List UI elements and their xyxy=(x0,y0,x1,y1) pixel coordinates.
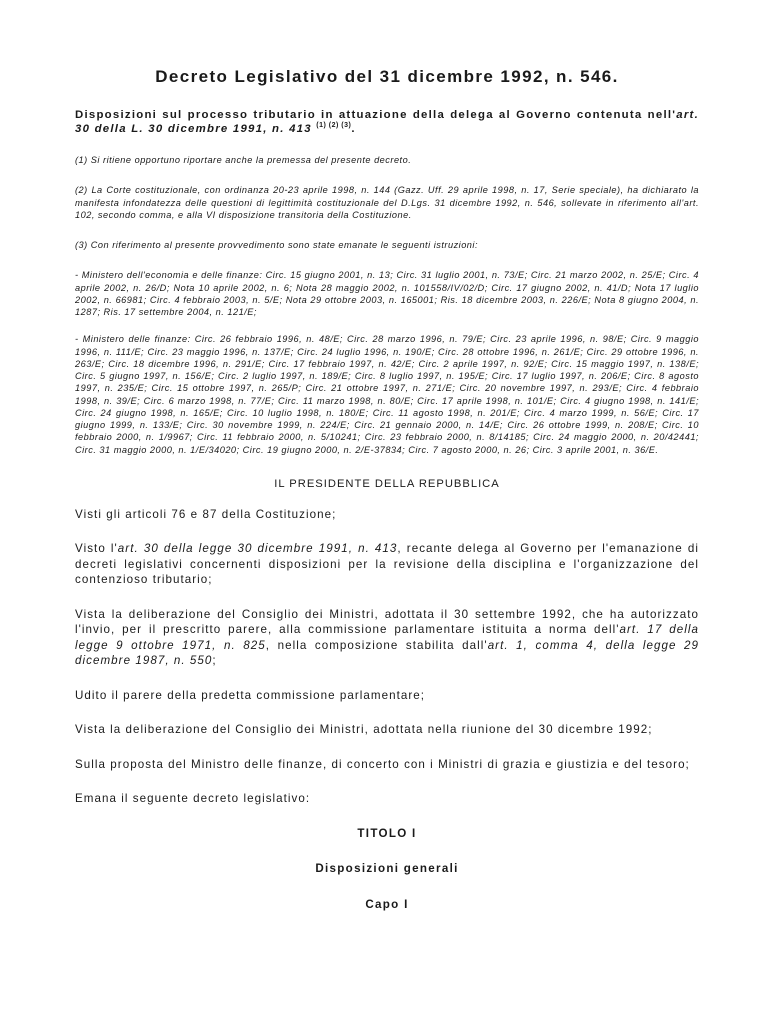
titolo-heading: TITOLO I xyxy=(357,826,417,840)
paragraph-visto-text: Visto l' xyxy=(75,542,118,556)
paragraph-proposta: Sulla proposta del Ministro delle finanze, di concerto con i Ministri di grazia e giustizia e del tesoro; xyxy=(75,757,690,771)
document-subtitle xyxy=(75,108,699,136)
paragraph-visto-text-2: , recante delega al Governo per l'emanazione di decreti legislativi concernenti disposizioni per la revisione della disciplina e l'organizzazione del contenzioso tributario; xyxy=(75,542,699,587)
law-reference-link: art. 30 della legge 30 dicembre 1991, n. 413 xyxy=(117,542,398,556)
president-heading: IL PRESIDENTE DELLA REPUBBLICA xyxy=(274,477,500,490)
capo-heading: Capo I xyxy=(365,897,409,911)
subtitle-law-reference: art. 30 della L. 30 dicembre 1991, n. 413 xyxy=(75,109,699,135)
instructions-economia: - Ministero dell'economia e delle finanze: Circ. 15 giugno 2001, n. 13; Circ. 31 luglio 2001, n. 73/E; Circ. 21 marzo 2002, n. 25/E; Circ. 4 aprile 2002, n. 26/D; Nota 10 aprile 2002, n. 6; Nota 28 maggio 2002, n. 101558/IV/02/D; Circ. 17 giugno 2002, n. 41/D; Nota 17 luglio 2002, n. 66981; Circ. 4 febbraio 2003, n. 5/E; Nota 29 ottobre 2003, n. 165001; Ris. 18 dicembre 2003, n. 226/E; Nota 8 giugno 2004, n. 1287; Ris. 17 settembre 2004, n. 121/E; xyxy=(75,270,699,317)
document-page xyxy=(75,66,699,912)
paragraph-deliberazione-text: Vista la deliberazione del Consiglio dei Ministri, adottata il 30 settembre 1992, che ha autorizzato l'invio, per il prescritto parere, alla commissione parlamentare istituita a norma dell' xyxy=(75,607,699,637)
paragraph-deliberazione xyxy=(75,607,699,669)
document-title: Decreto Legislativo del 31 dicembre 1992, n. 546. xyxy=(155,67,619,86)
paragraph-emana: Emana il seguente decreto legislativo: xyxy=(75,792,311,806)
footnote-2: (2) La Corte costituzionale, con ordinanza 20-23 aprile 1998, n. 144 (Gazz. Uff. 29 aprile 1998, n. 17, Serie speciale), ha dichiarato la manifesta infondatezza delle questioni di legittimità costituzionale del D.Lgs. 31 dicembre 1992, n. 546, sollevate in riferimento all'art. 102, secondo comma, e alla VI disposizione transitoria della Costituzione. xyxy=(75,185,699,220)
subtitle-text: Disposizioni sul processo tributario in attuazione della delega al Governo contenuta nell' xyxy=(75,109,677,121)
footnote-markers: (1) (2) (3) xyxy=(316,122,352,129)
paragraph-visto xyxy=(75,541,699,588)
titolo-name: Disposizioni generali xyxy=(315,861,459,875)
footnote-1: (1) Si ritiene opportuno riportare anche la premessa del presente decreto. xyxy=(75,155,412,165)
instructions-finanze: - Ministero delle finanze: Circ. 26 febbraio 1996, n. 48/E; Circ. 28 marzo 1996, n. 79/E; Circ. 23 aprile 1996, n. 98/E; Circ. 9 maggio 1996, n. 111/E; Circ. 23 maggio 1996, n. 137/E; Circ. 24 luglio 1996, n. 190/E; Circ. 28 ottobre 1996, n. 261/E; Circ. 29 ottobre 1996, n. 263/E; Circ. 18 dicembre 1996, n. 291/E; Circ. 17 febbraio 1997, n. 42/E; Circ. 2 aprile 1997, n. 92/E; Circ. 15 maggio 1997, n. 138/E; Circ. 5 giugno 1997, n. 156/E; Circ. 2 luglio 1997, n. 189/E; Circ. 8 luglio 1997, n. 195/E; Circ. 17 luglio 1997, n. 206/E; Circ. 8 agosto 1997, n. 235/E; Circ. 15 ottobre 1997, n. 265/P; Circ. 21 ottobre 1997, n. 271/E; Circ. 20 novembre 1997, n. 293/E; Circ. 4 febbraio 1998, n. 39/E; Circ. 6 marzo 1998, n. 77/E; Circ. 11 marzo 1998, n. 80/E; Circ. 17 aprile 1998, n. 101/E; Circ. 4 giugno 1998, n. 141/E; Circ. 24 giugno 1998, n. 165/E; Circ. 10 luglio 1998, n. 180/E; Circ. 11 agosto 1998, n. 201/E; Circ. 4 marzo 1999, n. 56/E; Circ. 17 giugno 1999, n. 133/E; Circ. 30 novembre 1999, n. 224/E; Circ. 21 gennaio 2000, n. 14/E; Circ. 26 ottobre 1999, n. 208/E; Circ. 10 febbraio 2000, n. 1/9967; Circ. 11 febbraio 2000, n. 5/10241; Circ. 23 febbraio 2000, n. 8/14185; Circ. 24 maggio 2000, n. 20/42441; Circ. 31 maggio 2000, n. 1/E/34020; Circ. 19 giugno 2000, n. 2/E-37834; Circ. 7 agosto 2000, n. 26; Circ. 3 aprile 2001, n. 36/E. xyxy=(75,334,699,455)
subtitle-end: . xyxy=(351,123,356,135)
paragraph-vista-riunione: Vista la deliberazione del Consiglio dei Ministri, adottata nella riunione del 30 dicembre 1992; xyxy=(75,723,653,737)
paragraph-udito: Udito il parere della predetta commissione parlamentare; xyxy=(75,688,426,702)
law-reference-art1: art. 1, comma 4, della legge 29 dicembre 1987, n. 550 xyxy=(75,638,700,668)
paragraph-visti: Visti gli articoli 76 e 87 della Costituzione; xyxy=(75,507,337,521)
paragraph-deliberazione-end: ; xyxy=(212,654,217,668)
law-reference-art17: art. 17 della legge 9 ottobre 1971, n. 825 xyxy=(75,623,699,652)
footnote-3: (3) Con riferimento al presente provvedimento sono state emanate le seguenti istruzioni: xyxy=(75,240,479,250)
paragraph-deliberazione-text-2: , nella composizione stabilita dall' xyxy=(265,638,488,652)
